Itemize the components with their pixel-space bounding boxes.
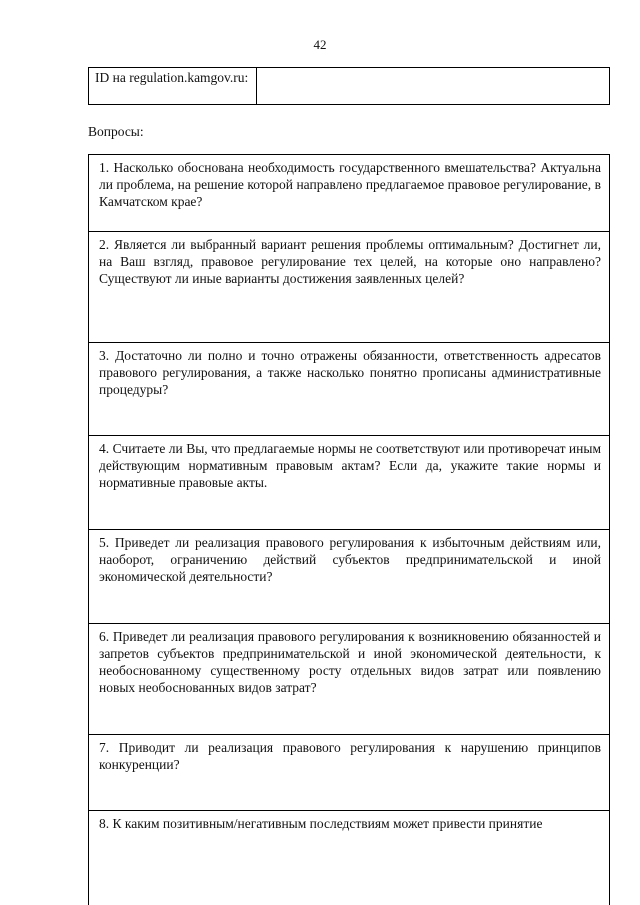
question-text: 7. Приводит ли реализация правового регулирования к нарушению принципов конкуренции? (99, 740, 601, 772)
question-text: 8. К каким позитивным/негативным последствиям может привести принятие (99, 816, 543, 831)
question-row[interactable] (89, 343, 609, 436)
questions-heading: Вопросы: (88, 124, 144, 139)
question-row[interactable] (89, 624, 609, 735)
question-row[interactable] (89, 811, 609, 905)
id-value-field[interactable] (257, 68, 609, 104)
id-table (88, 67, 610, 105)
question-text: 6. Приведет ли реализация правового регулирования к возникновению обязанностей и запретов субъектов предпринимательской и иной экономической деятельности, к необоснованному существенному росту отдельных видов затрат или появлению новых необоснованных видов затрат? (99, 629, 601, 695)
question-text: 4. Считаете ли Вы, что предлагаемые нормы не соответствуют или противоречат иным действующим нормативным правовым актам? Если да, укажите такие нормы и нормативные правовые акты. (99, 441, 601, 490)
question-row[interactable] (89, 232, 609, 343)
id-label: ID на regulation.kamgov.ru: (89, 68, 257, 104)
question-text: 2. Является ли выбранный вариант решения проблемы оптимальным? Достигнет ли, на Ваш взгляд, правовое регулирование тех целей, на которые оно направлено? Существуют ли иные варианты достижения заявленных целей? (99, 237, 601, 286)
question-text: 3. Достаточно ли полно и точно отражены обязанности, ответственность адресатов правового регулирования, а также насколько понятно прописаны административные процедуры? (99, 348, 601, 397)
question-row[interactable] (89, 436, 609, 530)
question-text: 5. Приведет ли реализация правового регулирования к избыточным действиям или, наоборот, ограничению действий субъектов предпринимательской и иной экономической деятельности? (99, 535, 601, 584)
question-row[interactable] (89, 530, 609, 624)
page-number: 42 (313, 37, 327, 52)
question-row[interactable] (89, 735, 609, 811)
question-text: 1. Насколько обоснована необходимость государственного вмешательства? Актуальна ли проблема, на решение которой направлено предлагаемое правовое регулирование, в Камчатском крае? (99, 160, 601, 209)
question-row[interactable] (89, 155, 609, 232)
questions-table (88, 154, 610, 905)
